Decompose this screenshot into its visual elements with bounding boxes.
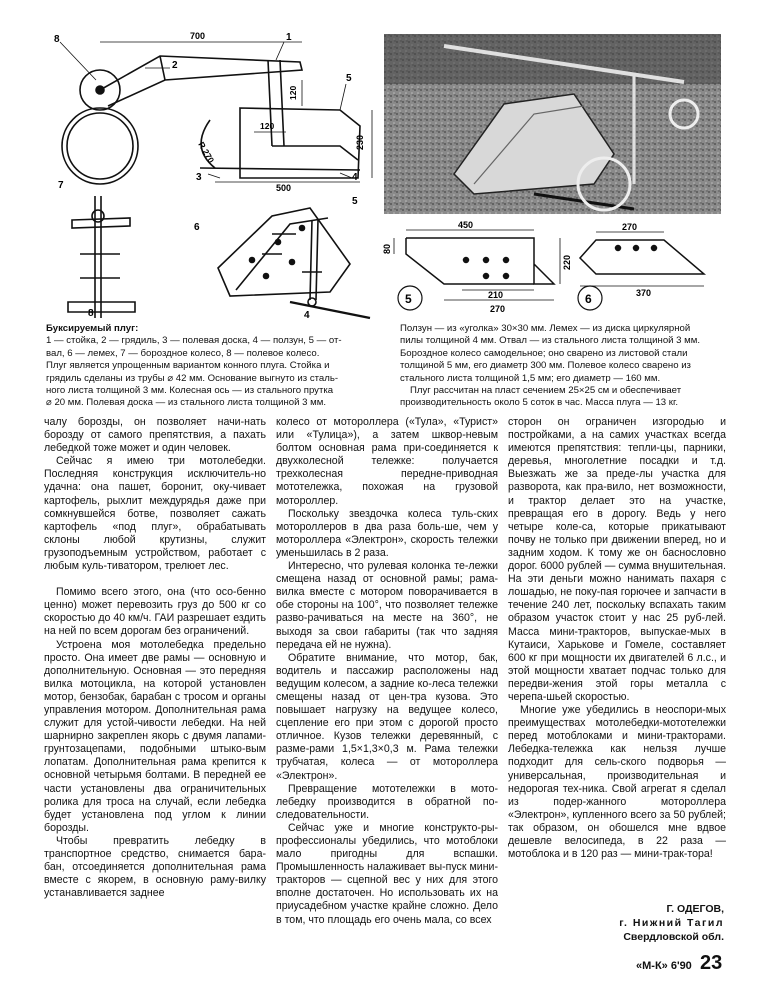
part-6-drawing: [574, 224, 724, 320]
caption-right-line: производительность около 5 соток в час. Масса плуга — 13 кг.: [400, 397, 678, 409]
col1-paragraph: чалу борозды, он позволяет начи-нать борозду от самого препятствия, а пахать лебедкой тоже может и один человек.: [44, 416, 266, 455]
callout-5b: 5: [352, 196, 358, 207]
caption-right-line: Бороздное колесо самодельное; оно сварено из листовой стали: [400, 347, 688, 359]
col2-paragraph: Сейчас уже и многие конструкто-ры-профессионалы убедились, что мотоблоки мало пригодны для вспашки. Промышленность налаживает вы-пуск мини-тракторов — сцепной вес у них для этого вполне достаточен. Но использовать их на приусадебном участке крайне сложно. Дело в том, что площадь его очень мала, со всех: [276, 821, 498, 926]
callout-3: 3: [196, 172, 202, 183]
col3-paragraph: сторон он ограничен изгородью и постройками, а на самих участках всегда имеются препятствия: тепли-цы, парники, деревья, многолетние посадки и т.д. Выезжать же за преде-лы участка для разворота, как пра-вило, нет возможности, и трактор делает это на участке, превращая его в дорогу. Ведь у него четыре коле-са, которые прикатывают почву не только при движении вперед, но и задним ходом. К тому же он баснословно дорог. 6000 рублей — сумма внушительная. На эти деньги можно нанимать пахаря с лошадью, не поку-пая горючее и запчасти в течение 240 лет, поскольку вспахать таким образом участок стоит у нас 25 руб-лей. Масса мини-тракторов, выпускае-мых в Кутаиси, Харькове и Гомеле, составляет 600 кг при мощности их двигателей 6 л.с., и этой мощности хватает подчас только для передви-жения этой горы металла с черепа-шьей скоростью.: [508, 416, 726, 703]
caption-right-line: толщиной 5 мм, его диаметр 300 мм. Полевое колесо сварено из: [400, 360, 691, 372]
author-signature: [508, 902, 724, 944]
callout-2: 2: [172, 60, 178, 71]
caption-left-line: вал, 6 — лемех, 7 — бороздное колесо, 8 — полевое колесо.: [46, 347, 320, 359]
part-5-drawing: [382, 220, 574, 320]
article-column-3: [508, 416, 726, 861]
col2-paragraph: Обратите внимание, что мотор, бак, водитель и пассажир расположены над ведущим колесом, а задние ко-леса тележки смещены назад от цен-тра кузова. Это повышает нагрузку на ведущее колесо, сцепление его при этом с дорогой просто отличное. Кузов тележки деревянный, с разме-рами 1,5×1,3×0,3 м. Рама тележки трубчатая, колеса — от мотороллера «Электрон».: [276, 651, 498, 782]
caption-left-title: Буксируемый плуг:: [46, 323, 139, 334]
part-5-number: 5: [405, 292, 412, 306]
dim-230: 230: [355, 134, 365, 150]
dim-120-vertical: 120: [288, 85, 298, 100]
caption-right-line: Ползун — из «уголка» 30×30 мм. Лемех — из диска циркулярной: [400, 323, 691, 334]
caption-left: [46, 323, 376, 410]
callout-8b: 8: [88, 308, 94, 319]
col2-paragraph: Поскольку звездочка колеса туль-ских мотороллеров в два раза боль-ше, чем у мотороллера «Электрон», скорость тележки уменьшилась в 2 раза.: [276, 507, 498, 559]
caption-right-line: пилы толщиной 4 мм. Отвал — из стального листа толщиной 3 мм.: [400, 335, 701, 347]
dim-120-horizontal: 120: [260, 121, 275, 131]
callout-8: 8: [54, 34, 60, 45]
part-6-dim-270: 270: [622, 222, 638, 232]
caption-right: [400, 323, 730, 410]
part-5-dim-80: 80: [382, 243, 392, 254]
footer-journal: «М-К» 6'90: [636, 960, 692, 972]
part-5-dim-220: 220: [562, 254, 572, 270]
col2-paragraph: колесо от мотороллера («Тула», «Турист» или «Тулица»), а затем шквор-невым болтом основная рама при-соединяется к двухколесной тележке: получается трехколесная передне-приводная мототележка, похожая на грузовой мотороллер.: [276, 416, 498, 507]
col1-paragraph: Устроена моя мотолебедка предельно просто. Она имеет две рамы — основную и дополнительную. Основная — это передняя вилка мотоцикла, на которой установлен мотор, бензобак, барабан с тросом и органы управления мотором. Дополнительная рама служит для устой-чивости лебедки. На ней шарнирно закреплен якорь с двумя лапами-грунтозацепами, подобными штыко-вым лопатам. Дополнительная рама крепится к основной четырьмя болтами. В передней ее части установлены два ограничительных ролика для троса на случай, если лебедка будет установлена под углом к линии борозды.: [44, 638, 266, 834]
col3-paragraph: Многие уже убедились в неоспори-мых преимуществах мотолебедки-мототележки перед мотоблоками и мини-тракторами. Лебедка-тележка как нельзя лучше подходит для сель-ского подворья — универсальная, производительная и недорогая тех-ника. Свой агрегат я сделал из подер-жанного мотороллера «Электрон», купленного всего за 50 рублей; так образом, он обошелся мне вдвое дешевле велосипеда, в 22 раза — мотоблока и в 120 раз — мини-трак-тора!: [508, 704, 726, 861]
caption-left-line: грядиль сделаны из трубы ⌀ 42 мм. Основание выгнуто из сталь-: [46, 372, 339, 384]
plow-photo: [384, 34, 721, 214]
col1-paragraph: Помимо всего этого, она (что осо-бенно ценно) может перевозить груз до 500 кг со скоростью до 40 км/ч. ГАИ разрешает ездить на ней по всем дорогам без ограничений.: [44, 586, 266, 638]
dim-500: 500: [276, 183, 292, 193]
part-6-dim-370: 370: [636, 288, 652, 298]
article-column-2: [276, 416, 498, 927]
page-number: 23: [700, 952, 723, 974]
caption-left-line: Плуг является упрощенным вариантом конного плуга. Стойка и: [46, 360, 330, 372]
part-5-dim-270: 270: [490, 304, 506, 314]
part-5-dim-450: 450: [458, 220, 474, 230]
plow-drawing: [40, 28, 380, 320]
callout-7: 7: [58, 180, 64, 191]
col2-paragraph: Интересно, что рулевая колонка те-лежки смещена назад от основной рамы; рама-вилка вместе с мотором поворачивается в обе стороны на 100°, что позволяет тележке разво-рачиваться на месте на 360°, не выходя за свои габариты (так что задняя передача ей не нужна).: [276, 560, 498, 651]
part-5-dim-210: 210: [488, 290, 504, 300]
col1-paragraph: Чтобы превратить лебедку в транспортное средство, снимается бара-бан, отсоединяется дополнительная рама вместе с якорем, в основную раму-вилку устанавливается заднее: [44, 834, 266, 900]
author-city: г. Нижний Тагил: [619, 917, 724, 929]
caption-right-line: стального листа толщиной 1,5 мм; его диаметр — 160 мм.: [400, 372, 661, 384]
part-6-number: 6: [585, 292, 592, 306]
col2-paragraph: Превращение мототележки в мото-лебедку производится в обратной по-следовательности.: [276, 782, 498, 821]
callout-4b: 4: [304, 310, 310, 321]
author-name: Г. ОДЕГОВ,: [666, 903, 724, 915]
author-region: Свердловской обл.: [623, 931, 724, 943]
furrow-wheel: [62, 108, 138, 184]
article-column-1: [44, 416, 266, 900]
callout-1: 1: [286, 32, 292, 43]
col1-paragraph: Сейчас я имею три мотолебедки. Последняя конструкция исключитель-но удачна: она пашет, боронит, оку-чивает картофель, рыхлит междурядья даже при сомкнувшейся ботве, позволяет сажать картофель «под плуг», обрабатывать склоны любой крутизны, служит грузоподъемным устройством, работает с любым куль-тиватором, трелюет лес.: [44, 455, 266, 573]
callout-4: 4: [352, 172, 358, 183]
dim-r270: R 270: [196, 140, 217, 165]
caption-left-line: ⌀ 20 мм. Полевая доска — из стального листа толщиной 3 мм.: [46, 397, 327, 409]
caption-left-line: ного листа толщиной 3 мм. Колесная ось — из стального прутка: [46, 385, 334, 397]
caption-left-line: 1 — стойка, 2 — грядиль, 3 — полевая доска, 4 — ползун, 5 — от-: [46, 335, 342, 347]
caption-right-line: Плуг рассчитан на пласт сечением 25×25 см и обеспечивает: [410, 385, 682, 397]
callout-6: 6: [194, 222, 200, 233]
callout-5: 5: [346, 73, 352, 84]
dim-700: 700: [190, 31, 206, 41]
